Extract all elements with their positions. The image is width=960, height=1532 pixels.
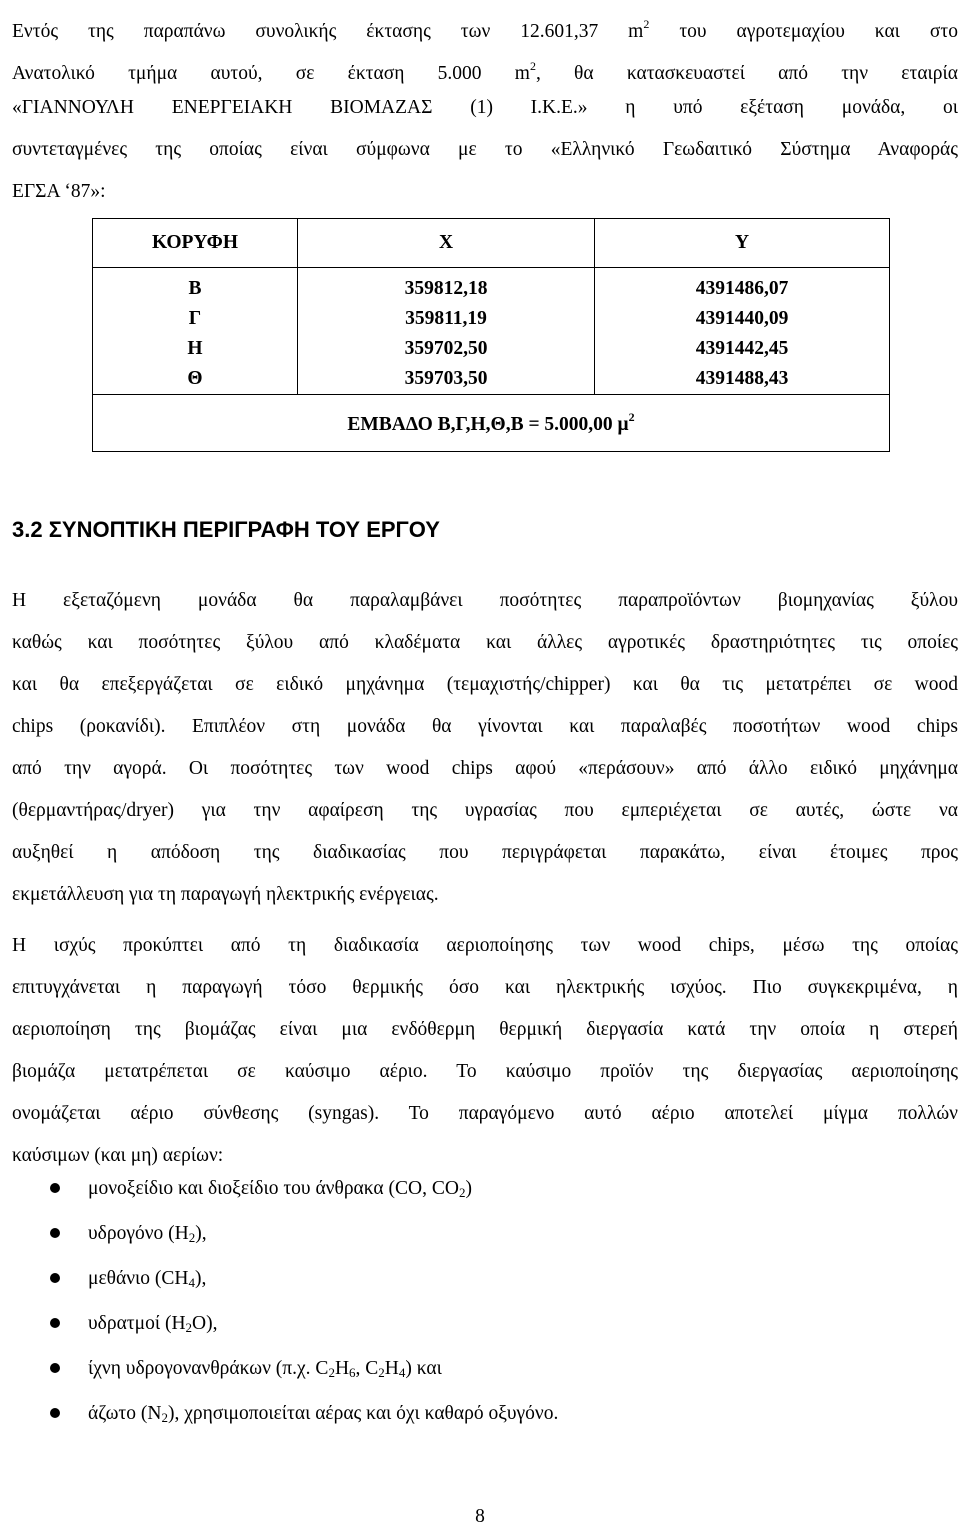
y-column bbox=[595, 268, 890, 395]
paragraph-line: βιομάζα μετατρέπεται σε καύσιμο αέριο. Το καύσιμο προϊόν της διεργασίας αεριοποίησης bbox=[12, 1061, 958, 1082]
bullet-icon bbox=[50, 1408, 60, 1418]
table-cell: 359811,19 bbox=[405, 308, 487, 329]
paragraph-line: καθώς και ποσότητες ξύλου από κλαδέματα και άλλες αγροτικές δραστηριότητες τις οποίες bbox=[12, 632, 958, 653]
table-cell: 359703,50 bbox=[404, 368, 488, 389]
paragraph-line: ονομάζεται αέριο σύνθεσης (syngas). Το παραγόμενο αυτό αέριο αποτελεί μίγμα πολλών bbox=[12, 1103, 958, 1124]
paragraph-line: Η εξεταζόμενη μονάδα θα παραλαμβάνει ποσότητες παραπροϊόντων βιομηχανίας ξύλου bbox=[12, 590, 958, 611]
list-item: ίχνη υδρογονανθράκων (π.χ. $C_2H_6$, $C_2H_4$) και bbox=[12, 1346, 558, 1391]
bullet-icon bbox=[50, 1273, 60, 1283]
list-item: υδρογόνο $(H_2)$, bbox=[12, 1211, 558, 1256]
bullet-icon bbox=[50, 1228, 60, 1238]
paragraph-line: αεριοποίηση της βιομάζας είναι μια ενδόθερμη θερμική διεργασία κατά την οποία η στερεή bbox=[12, 1019, 958, 1040]
table-cell: 4391442,45 bbox=[695, 338, 789, 359]
paragraph-line: και θα επεξεργάζεται σε ειδικό μηχάνημα (τεμαχιστής/chipper) και θα τις μετατρέπει σε wood bbox=[12, 674, 958, 695]
list-item: υδρατμοί $(H_2O)$, bbox=[12, 1301, 558, 1346]
table-cell: 359702,50 bbox=[404, 338, 488, 359]
paragraph-line: (θερμαντήρας/dryer) για την αφαίρεση της υγρασίας που εμπεριέχεται σε αυτές, ώστε να bbox=[12, 800, 958, 821]
list-item: μονοξείδιο και διοξείδιο του άνθρακα (CO, $CO_2$) bbox=[12, 1166, 558, 1211]
area-total-cell: ΕΜΒΑΔΟ Β,Γ,Η,Θ,Β = 5.000,00 $\mu^2$ bbox=[93, 395, 890, 452]
header-x: Χ bbox=[298, 219, 595, 268]
bullet-icon bbox=[50, 1318, 60, 1328]
paragraph-1 bbox=[12, 580, 958, 916]
intro-line-2: Ανατολικό τμήμα αυτού, σε έκταση 5.000 $m^2$, θα κατασκευαστεί από την εταιρία bbox=[12, 59, 958, 84]
table-body-row bbox=[93, 268, 890, 395]
table-cell: 4391440,09 bbox=[695, 308, 789, 329]
intro-paragraph bbox=[12, 3, 958, 213]
page-number: 8 bbox=[475, 1506, 485, 1527]
paragraph-line: καύσιμων (και μη) αερίων: bbox=[12, 1145, 224, 1166]
paragraph-2 bbox=[12, 925, 958, 1177]
table-cell: Γ bbox=[188, 308, 202, 329]
list-item: άζωτο $(N_2)$, χρησιμοποιείται αέρας και όχι καθαρό οξυγόνο. bbox=[12, 1391, 558, 1436]
intro-line-5: ΕΓΣΑ ‘87»: bbox=[12, 181, 106, 202]
table-cell: 359812,18 bbox=[404, 278, 488, 299]
gas-components-list bbox=[12, 1166, 558, 1436]
table-cell: Η bbox=[187, 338, 203, 359]
table-cell: Β bbox=[188, 278, 202, 299]
table-cell: 4391486,07 bbox=[695, 278, 789, 299]
table-cell: 4391488,43 bbox=[695, 368, 789, 389]
bullet-icon bbox=[50, 1363, 60, 1373]
table-header-row bbox=[93, 219, 890, 268]
header-vertex: ΚΟΡΥΦΗ bbox=[93, 219, 298, 268]
bullet-icon bbox=[50, 1183, 60, 1193]
paragraph-line: εκμετάλλευση για τη παραγωγή ηλεκτρικής ενέργειας. bbox=[12, 884, 439, 905]
paragraph-line: αυξηθεί η απόδοση της διαδικασίας που περιγράφεται παρακάτω, είναι έτοιμες προς bbox=[12, 842, 958, 863]
coordinates-table bbox=[92, 218, 890, 452]
intro-line-3: «ΓΙΑΝΝΟΥΛΗ ΕΝΕΡΓΕΙΑΚΗ ΒΙΟΜΑΖΑΣ (1) Ι.Κ.Ε.» η υπό εξέταση μονάδα, οι bbox=[12, 97, 958, 118]
intro-line-4: συντεταγμένες της οποίας είναι σύμφωνα με το «Ελληνικό Γεωδαιτικό Σύστημα Αναφοράς bbox=[12, 139, 958, 160]
header-y: Υ bbox=[595, 219, 890, 268]
table-total-row bbox=[93, 395, 890, 452]
paragraph-line: επιτυγχάνεται η παραγωγή τόσο θερμικής όσο και ηλεκτρικής ισχύος. Πιο συγκεκριμένα, η bbox=[12, 977, 958, 998]
section-heading: 3.2 ΣΥΝΟΠΤΙΚΗ ΠΕΡΙΓΡΑΦΗ ΤΟΥ ΕΡΓΟΥ bbox=[12, 517, 440, 542]
x-column bbox=[298, 268, 595, 395]
paragraph-line: chips (ροκανίδι). Επιπλέον στη μονάδα θα γίνονται και παραλαβές ποσοτήτων wood chips bbox=[12, 716, 958, 737]
table-cell: Θ bbox=[187, 368, 203, 389]
paragraph-line: από την αγορά. Οι ποσότητες των wood chips αφού «περάσουν» από άλλο ειδικό μηχάνημα bbox=[12, 758, 958, 779]
vertex-column bbox=[93, 268, 298, 395]
intro-line-1: Εντός της παραπάνω συνολικής έκτασης των 12.601,37 $m^2$ του αγροτεμαχίου και στο bbox=[12, 17, 958, 42]
paragraph-line: Η ισχύς προκύπτει από τη διαδικασία αεριοποίησης των wood chips, μέσω της οποίας bbox=[12, 935, 958, 956]
list-item: μεθάνιο $(CH_4)$, bbox=[12, 1256, 558, 1301]
